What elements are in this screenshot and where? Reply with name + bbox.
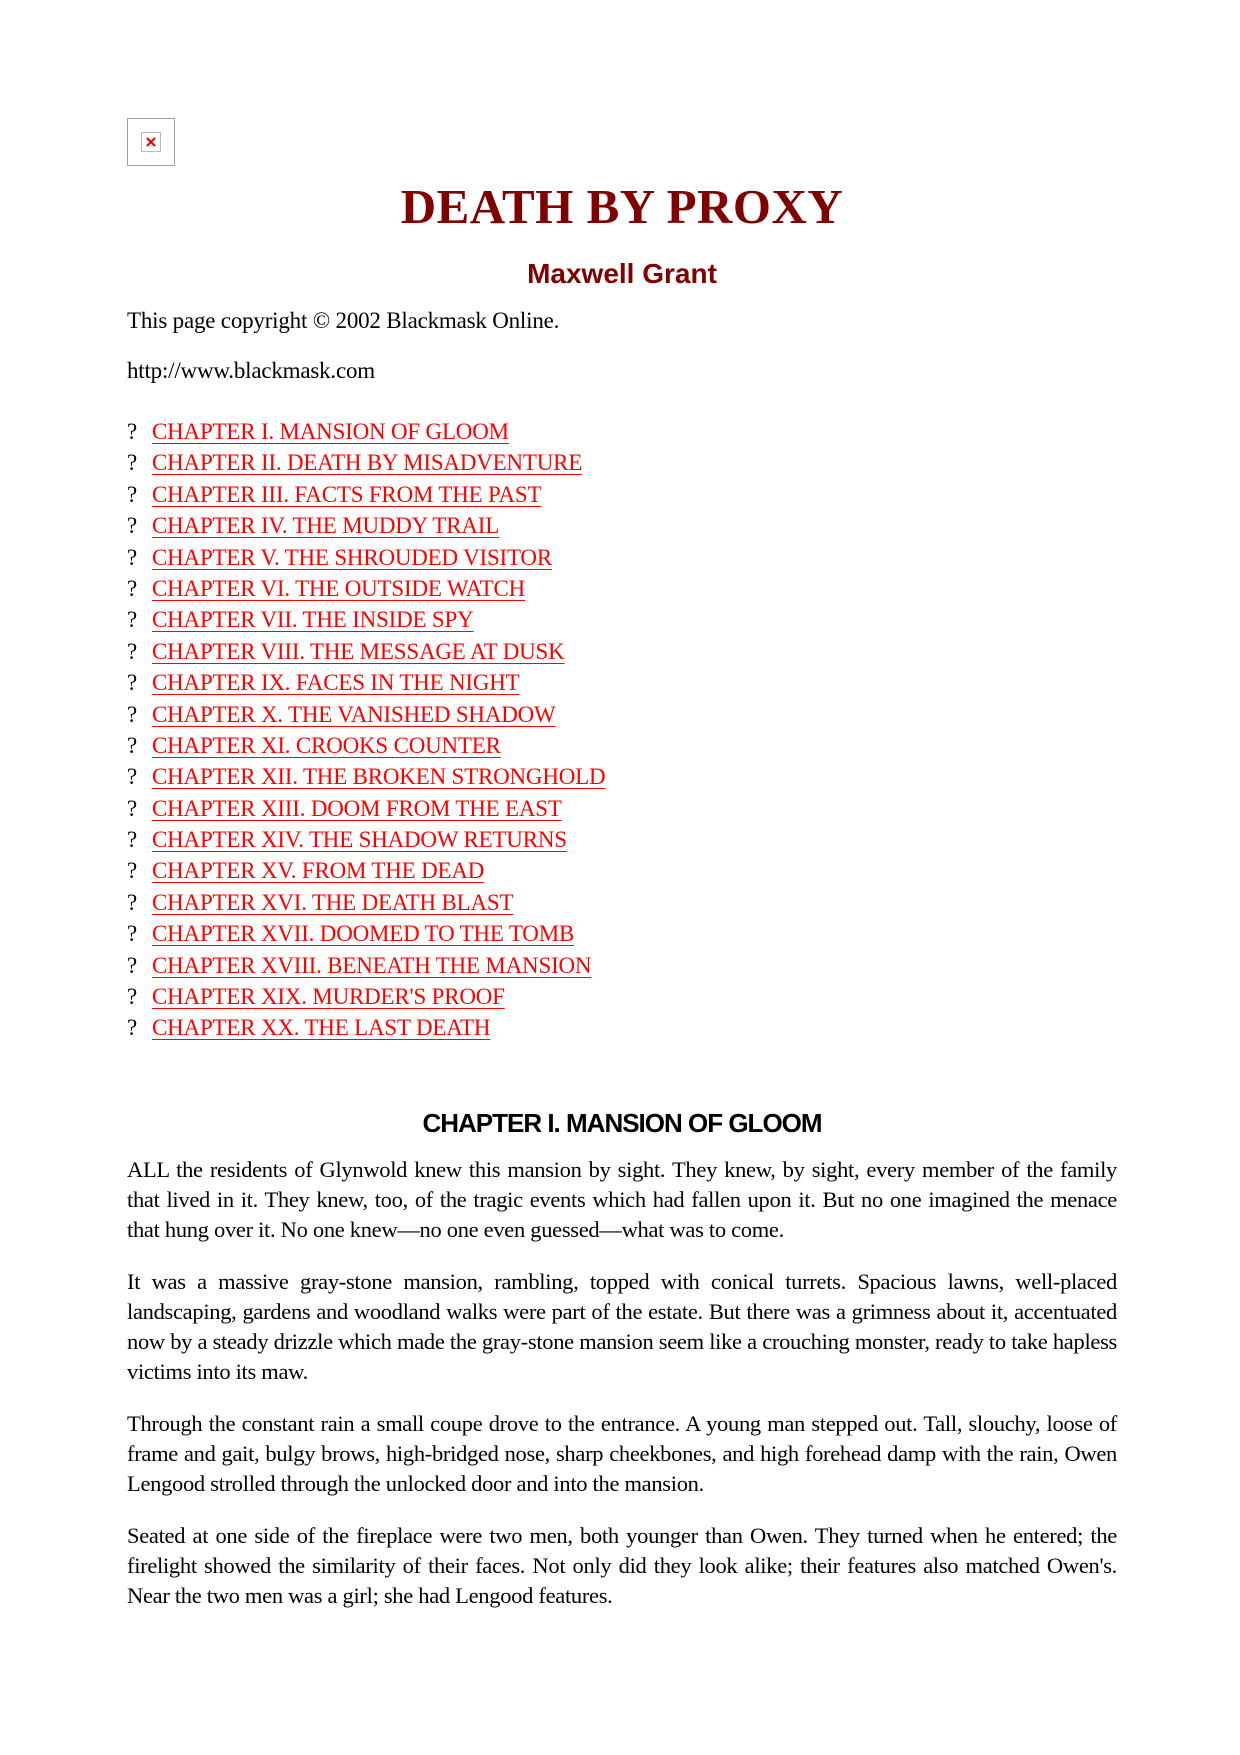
- paragraph: Seated at one side of the fireplace were two men, both younger than Owen. They turned when he entered; the firelight showed the similarity of their faces. Not only did they look alike; their features also matched Owen's. Near the two men was a girl; she had Lengood features.: [127, 1523, 1117, 1608]
- book-title: DEATH BY PROXY: [400, 179, 844, 234]
- toc-bullet: ?: [127, 827, 138, 853]
- toc-link[interactable]: CHAPTER XI. CROOKS COUNTER: [152, 732, 501, 758]
- toc-item: [127, 918, 605, 949]
- toc-item: [127, 542, 605, 573]
- toc-link[interactable]: CHAPTER XVII. DOOMED TO THE TOMB: [152, 921, 575, 947]
- toc-bullet: ?: [127, 450, 138, 476]
- toc-link[interactable]: CHAPTER I. MANSION OF GLOOM: [152, 419, 509, 444]
- toc-bullet: ?: [127, 1015, 138, 1041]
- table-of-contents: [127, 416, 605, 1044]
- chapter-heading: CHAPTER I. MANSION OF GLOOM: [422, 1108, 822, 1138]
- toc-item: [127, 824, 605, 855]
- toc-link[interactable]: CHAPTER VII. THE INSIDE SPY: [152, 607, 474, 633]
- toc-item: [127, 950, 605, 981]
- toc-link[interactable]: CHAPTER XIX. MURDER'S PROOF: [152, 984, 505, 1010]
- toc-bullet: ?: [127, 732, 138, 758]
- toc-bullet: ?: [127, 607, 138, 633]
- toc-item: [127, 636, 605, 667]
- toc-bullet: ?: [127, 575, 138, 601]
- toc-bullet: ?: [127, 984, 138, 1010]
- toc-item: [127, 573, 605, 604]
- toc-item: [127, 699, 605, 730]
- toc-link[interactable]: CHAPTER VIII. THE MESSAGE AT DUSK: [152, 638, 565, 664]
- toc-bullet: ?: [127, 795, 138, 821]
- toc-bullet: ?: [127, 670, 138, 696]
- toc-link[interactable]: CHAPTER XV. FROM THE DEAD: [152, 858, 485, 884]
- toc-bullet: ?: [127, 764, 138, 790]
- toc-link[interactable]: CHAPTER XX. THE LAST DEATH: [152, 1015, 491, 1041]
- toc-bullet: ?: [127, 513, 138, 539]
- toc-item: [127, 730, 605, 761]
- toc-item: [127, 667, 605, 698]
- toc-bullet: ?: [127, 921, 138, 947]
- toc-item: [127, 1012, 605, 1043]
- toc-item: [127, 604, 605, 635]
- paragraph: ALL the residents of Glynwold knew this mansion by sight. They knew, by sight, every member of the family that lived in it. They knew, too, of the tragic events which had fallen upon it. But no one imagined the menace that hung over it. No one knew—no one even guessed—what was to come.: [127, 1157, 1117, 1242]
- toc-link[interactable]: CHAPTER II. DEATH BY MISADVENTURE: [152, 450, 583, 476]
- source-url: http://www.blackmask.com: [127, 358, 375, 383]
- toc-item: [127, 981, 605, 1012]
- toc-bullet: ?: [127, 952, 138, 978]
- toc-link[interactable]: CHAPTER X. THE VANISHED SHADOW: [152, 701, 556, 727]
- broken-image-placeholder: [127, 118, 175, 166]
- toc-link[interactable]: CHAPTER III. FACTS FROM THE PAST: [152, 481, 542, 507]
- toc-bullet: ?: [127, 419, 138, 444]
- copyright-notice: This page copyright © 2002 Blackmask Online.: [127, 308, 560, 333]
- toc-link[interactable]: CHAPTER XVIII. BENEATH THE MANSION: [152, 952, 592, 978]
- toc-bullet: ?: [127, 889, 138, 915]
- broken-image-icon: [141, 132, 161, 152]
- toc-item: [127, 855, 605, 886]
- toc-item: [127, 447, 605, 478]
- toc-item: [127, 761, 605, 792]
- toc-item: [127, 416, 605, 447]
- toc-item: [127, 887, 605, 918]
- toc-link[interactable]: CHAPTER IV. THE MUDDY TRAIL: [152, 513, 500, 539]
- toc-item: [127, 793, 605, 824]
- red-x-icon: [145, 136, 157, 148]
- book-author: Maxwell Grant: [527, 258, 717, 289]
- toc-link[interactable]: CHAPTER VI. THE OUTSIDE WATCH: [152, 575, 526, 601]
- toc-link[interactable]: CHAPTER V. THE SHROUDED VISITOR: [152, 544, 552, 570]
- toc-bullet: ?: [127, 858, 138, 884]
- toc-bullet: ?: [127, 481, 138, 507]
- toc-link[interactable]: CHAPTER XIV. THE SHADOW RETURNS: [152, 827, 567, 853]
- toc-bullet: ?: [127, 544, 138, 570]
- toc-bullet: ?: [127, 701, 138, 727]
- paragraph: It was a massive gray-stone mansion, rambling, topped with conical turrets. Spacious lawns, well-placed landscaping, gardens and woodland walks were part of the estate. But there was a grimness about it, accentuated now by a steady drizzle which made the gray-stone mansion seem like a crouching monster, ready to take hapless victims into its maw.: [127, 1269, 1117, 1384]
- chapter-body: [127, 1155, 1117, 1633]
- toc-bullet: ?: [127, 638, 138, 664]
- toc-link[interactable]: CHAPTER XII. THE BROKEN STRONGHOLD: [152, 764, 606, 790]
- toc-item: [127, 479, 605, 510]
- toc-item: [127, 510, 605, 541]
- toc-link[interactable]: CHAPTER IX. FACES IN THE NIGHT: [152, 670, 520, 696]
- paragraph: Through the constant rain a small coupe drove to the entrance. A young man stepped out. Tall, slouchy, loose of frame and gait, bulgy brows, high-bridged nose, sharp cheekbones, and high forehead damp with the rain, Owen Lengood strolled through the unlocked door and into the mansion.: [127, 1411, 1117, 1496]
- toc-link[interactable]: CHAPTER XVI. THE DEATH BLAST: [152, 889, 514, 915]
- toc-link[interactable]: CHAPTER XIII. DOOM FROM THE EAST: [152, 795, 562, 821]
